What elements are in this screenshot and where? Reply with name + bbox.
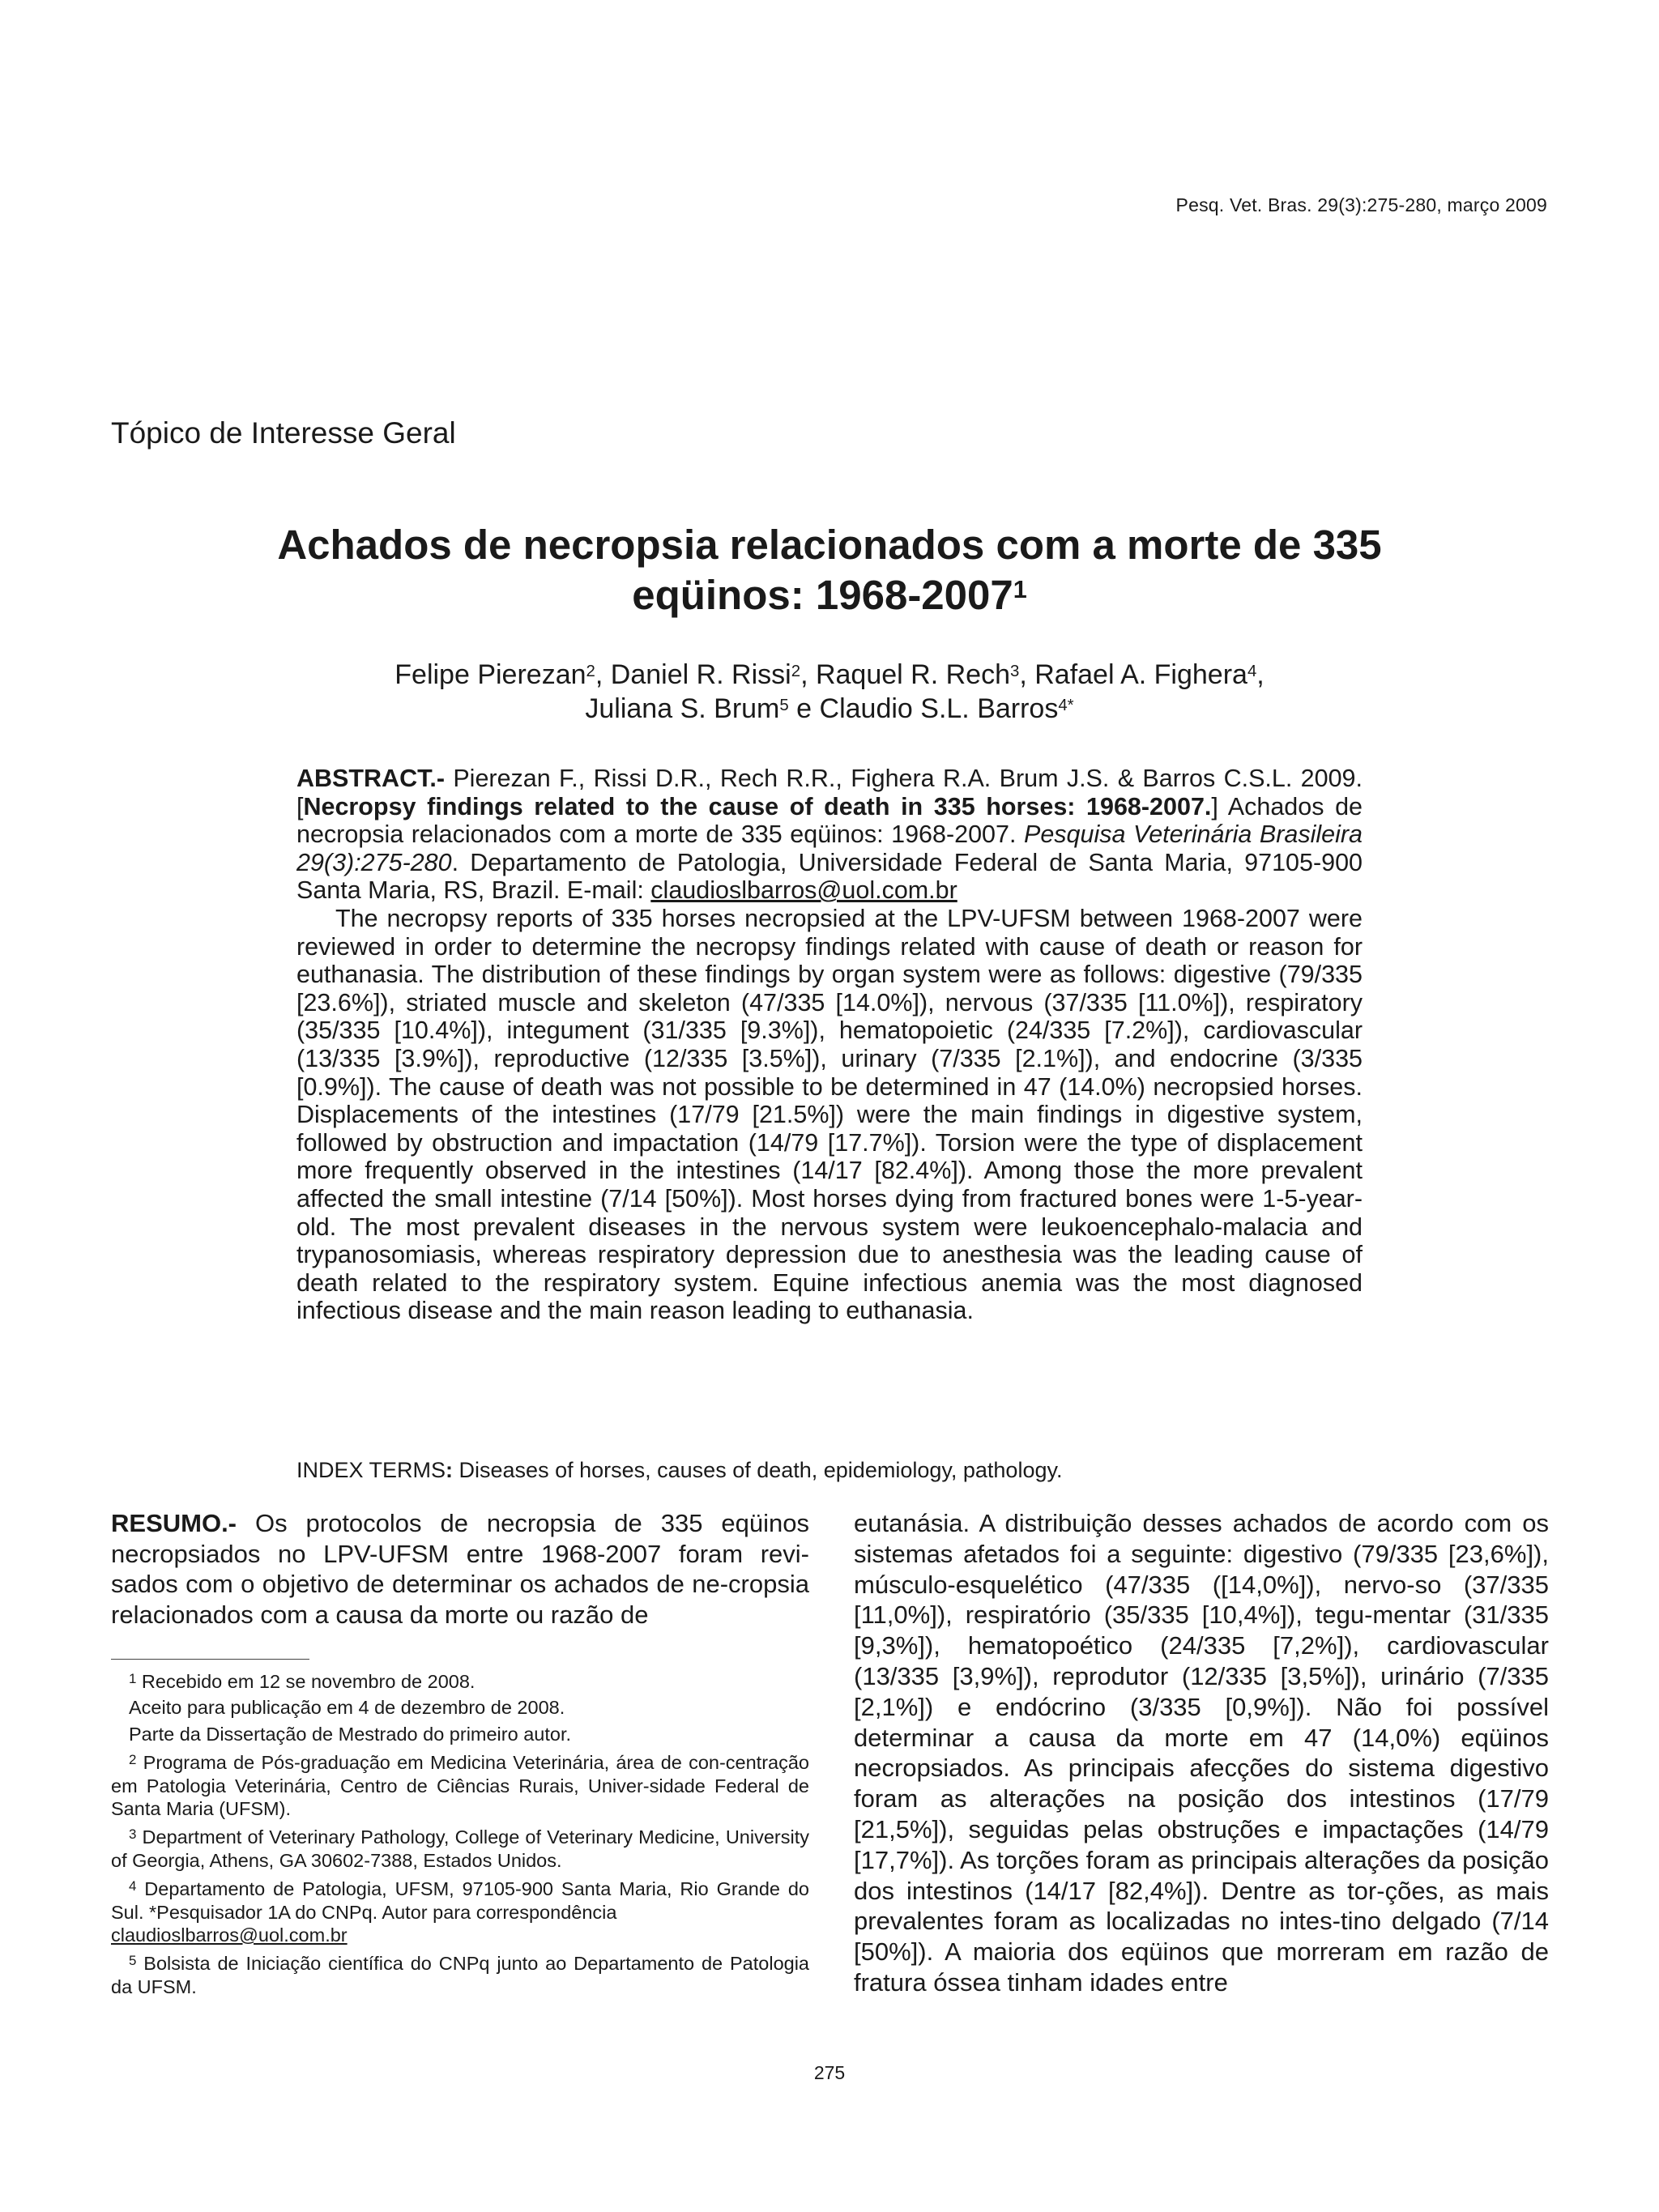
footnote: [111, 1696, 809, 1719]
footnote-text: Recebido em 12 se novembro de 2008.: [136, 1671, 476, 1692]
author-separator: ,: [1256, 659, 1265, 690]
author-line-2: [275, 692, 1384, 726]
author-affiliation-mark: 2: [791, 662, 801, 680]
author-affiliation-mark: 3: [1009, 662, 1020, 680]
footnote-text: Department of Veterinary Pathology, College of Veterinary Medicine, University of Georgia, Athens, GA 30602-7388, Estados Unidos.: [111, 1826, 809, 1871]
author-name: Daniel R. Rissi: [610, 659, 791, 690]
footnote-divider: [111, 1659, 309, 1660]
resumo-left-column: [111, 1508, 809, 1630]
author-list: [275, 658, 1384, 726]
author-name: Claudio S.L. Barros: [819, 693, 1059, 724]
footnotes: [111, 1670, 809, 2004]
resumo-right-column: [854, 1508, 1549, 1998]
author-name: Raquel R. Rech: [815, 659, 1010, 690]
resumo-right-text: eutanásia. A distribuição desses achados de acordo com os sistemas afetados foi a seguinte: digestivo (79/335 [23,6%]), músculo-esquelético (47/335 ([14,0%]), nervo-so (37/335 [11,0%]), respiratório (35/335 [10,4%]), tegu-mentar (31/335 [9,3%]), hematopoético (24/335 [7,2%]), cardiovascular (13/335 [3,9%]), reprodutor (12/335 [3,5%]), urinário (7/335 [2,1%]) e endócrino (3/335 [0,9%]). Não foi possível determinar a causa da morte em 47 (14,0%) eqüinos necropsiados. As principais afecções do sistema digestivo foram as alterações na posição dos intestinos (17/79 [21,5%]), seguidas pelas obstruções e impactações (14/79 [17,7%]). As torções foram as principais alterações da posição dos intestinos (14/17 [82,4%]). Dentre as tor-ções, as mais prevalentes foram as localizadas no intes-tino delgado (7/14 [50%]). A maioria dos eqüinos que morreram em razão de fratura óssea tinham idades entre: [854, 1509, 1549, 1997]
title-line-2-text: eqüinos: 1968-2007: [632, 572, 1013, 618]
footnote-text: Departamento de Patologia, UFSM, 97105-900 Santa Maria, Rio Grande do Sul. *Pesquisador 1A do CNPq. Autor para correspondência: [111, 1878, 809, 1923]
author-separator: ,: [595, 659, 611, 690]
author-name: Juliana S. Brum: [585, 693, 780, 724]
abstract-email-link[interactable]: claudioslbarros@uol.com.br: [650, 876, 957, 905]
footnote: [111, 1723, 809, 1745]
abstract-lead: ABSTRACT.-: [296, 765, 445, 792]
footnote-text: Bolsista de Iniciação científica do CNPq junto ao Departamento de Patologia da UFSM.: [111, 1953, 809, 1997]
article-title: [243, 520, 1416, 620]
author-affiliation-mark: 4: [1247, 662, 1257, 680]
resumo-left-text: Os protocolos de necropsia de 335 eqüinos necropsiados no LPV-UFSM entre 1968-2007 foram revi-sados com o objetivo de determinar os achados de ne-cropsia relacionados com a causa da morte ou razão de: [111, 1509, 809, 1629]
footnote: [111, 1670, 809, 1693]
running-head: Pesq. Vet. Bras. 29(3):275-280, março 2009: [1175, 194, 1547, 215]
abstract-english-title: Necropsy findings related to the cause of death in 335 horses: 1968-2007.: [303, 792, 1212, 820]
section-label: Tópico de Interesse Geral: [111, 416, 456, 450]
resumo-paragraph-start: [111, 1508, 809, 1630]
author-separator: e: [788, 693, 820, 724]
author-separator: ,: [1019, 659, 1035, 690]
author-affiliation-mark: 4*: [1058, 696, 1074, 714]
author-affiliation-mark: 5: [779, 696, 789, 714]
footnote-text: Parte da Dissertação de Mestrado do primeiro autor.: [129, 1723, 571, 1745]
abstract: [296, 765, 1363, 1325]
author-separator: ,: [800, 659, 816, 690]
abstract-journal: Pesquisa Veterinária Brasileira 29(3):275-280: [296, 820, 1363, 876]
footnote: [111, 1952, 809, 1998]
title-footnote-mark: 1: [1013, 576, 1027, 604]
resumo-lead: RESUMO.-: [111, 1509, 237, 1537]
index-terms-text: Diseases of horses, causes of death, epidemiology, pathology.: [453, 1458, 1063, 1482]
index-terms: [296, 1456, 1363, 1484]
footnote-mark: 4: [129, 1878, 137, 1894]
author-line-1: [275, 658, 1384, 692]
index-terms-colon: :: [446, 1458, 454, 1482]
abstract-address: . Departamento de Patologia, Universidade Federal de Santa Maria, 97105-900 Santa Maria, RS, Brazil. E-mail:: [296, 848, 1363, 905]
footnote-text: Aceito para publicação em 4 de dezembro de 2008.: [129, 1697, 565, 1719]
abstract-citation: [296, 765, 1363, 905]
footnote-email-link[interactable]: claudioslbarros@uol.com.br: [111, 1924, 348, 1946]
footnote-text: Programa de Pós-graduação em Medicina Veterinária, área de con-centração em Patologia Veterinária, Centro de Ciências Rurais, Univer-sidade Federal de Santa Maria (UFSM).: [111, 1752, 809, 1820]
footnote: [111, 1751, 809, 1820]
author-name: Rafael A. Fighera: [1034, 659, 1247, 690]
footnote: [111, 1877, 809, 1946]
abstract-citation-authors: Pierezan F., Rissi D.R., Rech R.R., Fighera R.A. Brum J.S. & Barros C.S.L. 2009. [: [296, 765, 1363, 820]
footnote-mark: 2: [129, 1752, 137, 1768]
title-line-2: [243, 570, 1416, 620]
index-terms-label: INDEX TERMS: [296, 1458, 446, 1482]
author-name: Felipe Pierezan: [394, 659, 586, 690]
abstract-body: The necropsy reports of 335 horses necropsied at the LPV-UFSM between 1968-2007 were reviewed in order to determine the necropsy findings related with cause of death or reason for euthanasia. The distribution of these findings by organ system were as follows: digestive (79/335 [23.6%]), striated muscle and skeleton (47/335 [14.0%]), nervous (37/335 [11.0%]), respiratory (35/335 [10.4%]), integument (31/335 [9.3%]), hematopoietic (24/335 [7.2%]), cardiovascular (13/335 [3.9%]), reproductive (12/335 [3.5%]), urinary (7/335 [2.1%]), and endocrine (3/335 [0.9%]). The cause of death was not possible to be determined in 47 (14.0%) necropsied horses. Displacements of the intestines (17/79 [21.5%]) were the main findings in digestive system, followed by obstruction and impactation (14/79 [17.7%]). Torsion were the type of displacement more frequently observed in the intestines (14/17 [82.4%]). Among those the more prevalent affected the small intestine (7/14 [50%]). Most horses dying from fractured bones were 1-5-year-old. The most prevalent diseases in the nervous system were leukoencephalo-malacia and trypanosomiasis, whereas respiratory depression due to anesthesia was the leading cause of death related to the respiratory system. Equine infectious anemia was the most diagnosed infectious disease and the main reason leading to euthanasia.: [296, 904, 1363, 1325]
footnote-mark: 3: [129, 1826, 137, 1843]
footnote-mark: 5: [129, 1953, 137, 1969]
author-affiliation-mark: 2: [586, 662, 595, 680]
footnote-mark: 1: [129, 1671, 137, 1687]
abstract-citation-mid: ] Achados de necropsia relacionados com a morte de 335 eqüinos: 1968-2007.: [296, 792, 1363, 849]
title-line-1: Achados de necropsia relacionados com a morte de 335: [277, 522, 1382, 568]
footnote: [111, 1826, 809, 1872]
page-number: 275: [813, 2062, 846, 2083]
